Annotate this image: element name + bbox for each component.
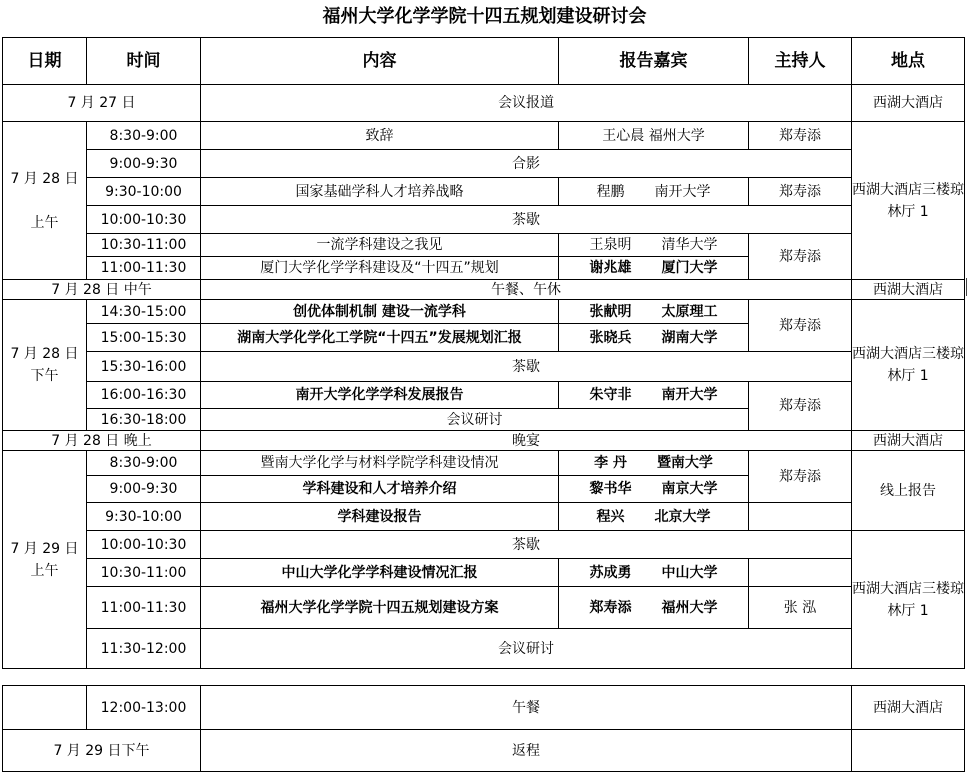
content-cell: 午餐、午休 [201, 280, 852, 300]
period-label: 上午 [30, 214, 59, 231]
location-cell: 西湖大酒店 [852, 280, 965, 300]
speaker-cell [559, 559, 749, 587]
time-cell: 9:30-10:00 [87, 503, 201, 531]
content-cell: 厦门大学化学学科建设及“十四五”规划 [201, 257, 559, 280]
speaker-name: 王泉明 [589, 237, 632, 253]
schedule-table [2, 37, 965, 669]
host-cell: 郑寿添 [749, 178, 852, 206]
location-cell: 西湖大酒店 [852, 431, 965, 451]
header-date: 日期 [3, 38, 87, 85]
host-cell: 郑寿添 [749, 300, 852, 352]
location-cell [852, 730, 965, 772]
speaker-cell [559, 476, 749, 503]
host-cell: 郑寿添 [749, 234, 852, 280]
speaker-name: 张晓兵 [589, 329, 632, 346]
time-cell: 14:30-15:00 [87, 300, 201, 324]
date-label: 7 月 29 日 [10, 540, 79, 557]
location-cell: 西湖大酒店三楼琼林厅 1 [852, 531, 965, 669]
table-row [3, 352, 965, 382]
content-cell: 暨南大学化学与材料学院学科建设情况 [201, 451, 559, 476]
page-title: 福州大学化学学院十四五规划建设研讨会 [322, 6, 647, 27]
speaker-cell [559, 300, 749, 324]
time-cell: 15:00-15:30 [87, 324, 201, 352]
speaker-name: 张献明 [589, 303, 632, 320]
date-cell: 7 月 28 日 中午 [3, 280, 201, 300]
time-cell: 10:30-11:00 [87, 559, 201, 587]
speaker-cell [559, 503, 749, 531]
time-cell: 10:00-10:30 [87, 206, 201, 234]
date-cell [3, 122, 87, 280]
speaker-name: 朱守非 [589, 387, 632, 403]
time-cell: 16:00-16:30 [87, 382, 201, 409]
host-cell: 郑寿添 [749, 382, 852, 431]
speaker-org: 太原理工 [661, 303, 718, 320]
speaker-org: 北京大学 [654, 508, 711, 525]
location-cell: 西湖大酒店 [852, 686, 965, 730]
table-row [3, 206, 965, 234]
table-row [3, 234, 965, 257]
header-speaker: 报告嘉宾 [559, 38, 749, 85]
speaker-cell [559, 234, 749, 257]
speaker-org: 湖南大学 [661, 329, 718, 346]
table-row [3, 280, 965, 300]
speaker-name: 程兴 [596, 508, 625, 525]
header-content: 内容 [201, 38, 559, 85]
date-cell [3, 451, 87, 669]
location-cell: 西湖大酒店 [852, 85, 965, 122]
host-cell: 郑寿添 [749, 122, 852, 150]
table-row [3, 150, 965, 178]
date-label: 7 月 28 日 [10, 170, 79, 187]
table-row [3, 178, 965, 206]
date-label: 7 月 28 日 [10, 346, 79, 362]
time-cell: 12:00-13:00 [87, 686, 201, 730]
time-cell: 8:30-9:00 [87, 122, 201, 150]
content-cell: 茶歇 [201, 531, 852, 559]
table-row [3, 503, 965, 531]
content-cell: 学科建设报告 [201, 503, 559, 531]
content-cell: 一流学科建设之我见 [201, 234, 559, 257]
content-cell: 会议研讨 [201, 629, 852, 669]
content-cell: 茶歇 [201, 352, 852, 382]
content-cell: 晚宴 [201, 431, 852, 451]
host-cell [749, 503, 852, 531]
speaker-org: 南开大学 [654, 183, 711, 200]
speaker-name: 黎书华 [589, 481, 632, 497]
speaker-name: 苏成勇 [589, 564, 632, 581]
period-label: 下午 [30, 368, 59, 384]
time-cell: 10:00-10:30 [87, 531, 201, 559]
date-cell [3, 686, 87, 730]
speaker-cell [559, 451, 749, 476]
table-row [3, 382, 965, 409]
time-cell: 9:00-9:30 [87, 150, 201, 178]
content-cell: 学科建设和人才培养介绍 [201, 476, 559, 503]
period-label: 上午 [30, 562, 59, 579]
date-cell: 7 月 29 日下午 [3, 730, 201, 772]
header-row [3, 38, 965, 85]
speaker-org: 暨南大学 [656, 455, 713, 471]
speaker-org: 南开大学 [661, 387, 718, 403]
speaker-cell [559, 178, 749, 206]
speaker-name: 李 丹 [594, 455, 627, 471]
table-row [3, 451, 965, 476]
content-cell: 南开大学化学学科发展报告 [201, 382, 559, 409]
speaker-name: 谢兆雄 [589, 260, 632, 276]
speaker-org: 福州大学 [661, 599, 718, 616]
speaker-org: 南京大学 [661, 481, 718, 497]
time-cell: 11:30-12:00 [87, 629, 201, 669]
location-cell: 西湖大酒店三楼琼林厅 1 [852, 122, 965, 280]
content-cell: 创优体制机制 建设一流学科 [201, 300, 559, 324]
content-cell: 会议研讨 [201, 409, 749, 431]
table-row [3, 730, 965, 772]
speaker-name: 郑寿添 [589, 599, 632, 616]
host-cell: 张 泓 [749, 587, 852, 629]
speaker-org: 中山大学 [661, 564, 718, 581]
table-row [3, 531, 965, 559]
host-cell [749, 559, 852, 587]
table-row [3, 559, 965, 587]
table-row [3, 629, 965, 669]
content-cell: 茶歇 [201, 206, 852, 234]
header-time: 时间 [87, 38, 201, 85]
content-cell: 会议报道 [201, 85, 852, 122]
time-cell: 10:30-11:00 [87, 234, 201, 257]
header-location: 地点 [852, 38, 965, 85]
location-cell: 西湖大酒店三楼琼林厅 1 [852, 300, 965, 431]
content-cell: 中山大学化学学科建设情况汇报 [201, 559, 559, 587]
speaker-org: 厦门大学 [661, 260, 718, 276]
content-cell: 国家基础学科人才培养战略 [201, 178, 559, 206]
edge-marker [966, 278, 967, 296]
time-cell: 8:30-9:00 [87, 451, 201, 476]
time-cell: 11:00-11:30 [87, 257, 201, 280]
content-cell: 福州大学化学学院十四五规划建设方案 [201, 587, 559, 629]
host-cell: 郑寿添 [749, 451, 852, 503]
time-cell: 16:30-18:00 [87, 409, 201, 431]
speaker-cell [559, 587, 749, 629]
speaker-cell [559, 257, 749, 280]
time-cell: 9:00-9:30 [87, 476, 201, 503]
speaker-name: 程鹏 [596, 183, 625, 200]
table-row [3, 300, 965, 324]
time-cell: 11:00-11:30 [87, 587, 201, 629]
speaker-org: 清华大学 [661, 237, 718, 253]
speaker-cell [559, 324, 749, 352]
date-cell: 7 月 28 日 晚上 [3, 431, 201, 451]
content-cell: 返程 [201, 730, 852, 772]
table-row [3, 85, 965, 122]
time-cell: 9:30-10:00 [87, 178, 201, 206]
table-row [3, 431, 965, 451]
time-cell: 15:30-16:00 [87, 352, 201, 382]
speaker-cell [559, 382, 749, 409]
location-cell: 线上报告 [852, 451, 965, 531]
content-cell: 合影 [201, 150, 852, 178]
content-cell: 湖南大学化学化工学院“十四五”发展规划汇报 [201, 324, 559, 352]
table-row [3, 686, 965, 730]
content-cell: 致辞 [201, 122, 559, 150]
schedule-table-continued [2, 685, 965, 772]
speaker-cell: 王心晨 福州大学 [559, 122, 749, 150]
content-cell: 午餐 [201, 686, 852, 730]
header-host: 主持人 [749, 38, 852, 85]
table-row [3, 122, 965, 150]
date-cell: 7 月 27 日 [3, 85, 201, 122]
date-cell [3, 300, 87, 431]
table-row [3, 587, 965, 629]
